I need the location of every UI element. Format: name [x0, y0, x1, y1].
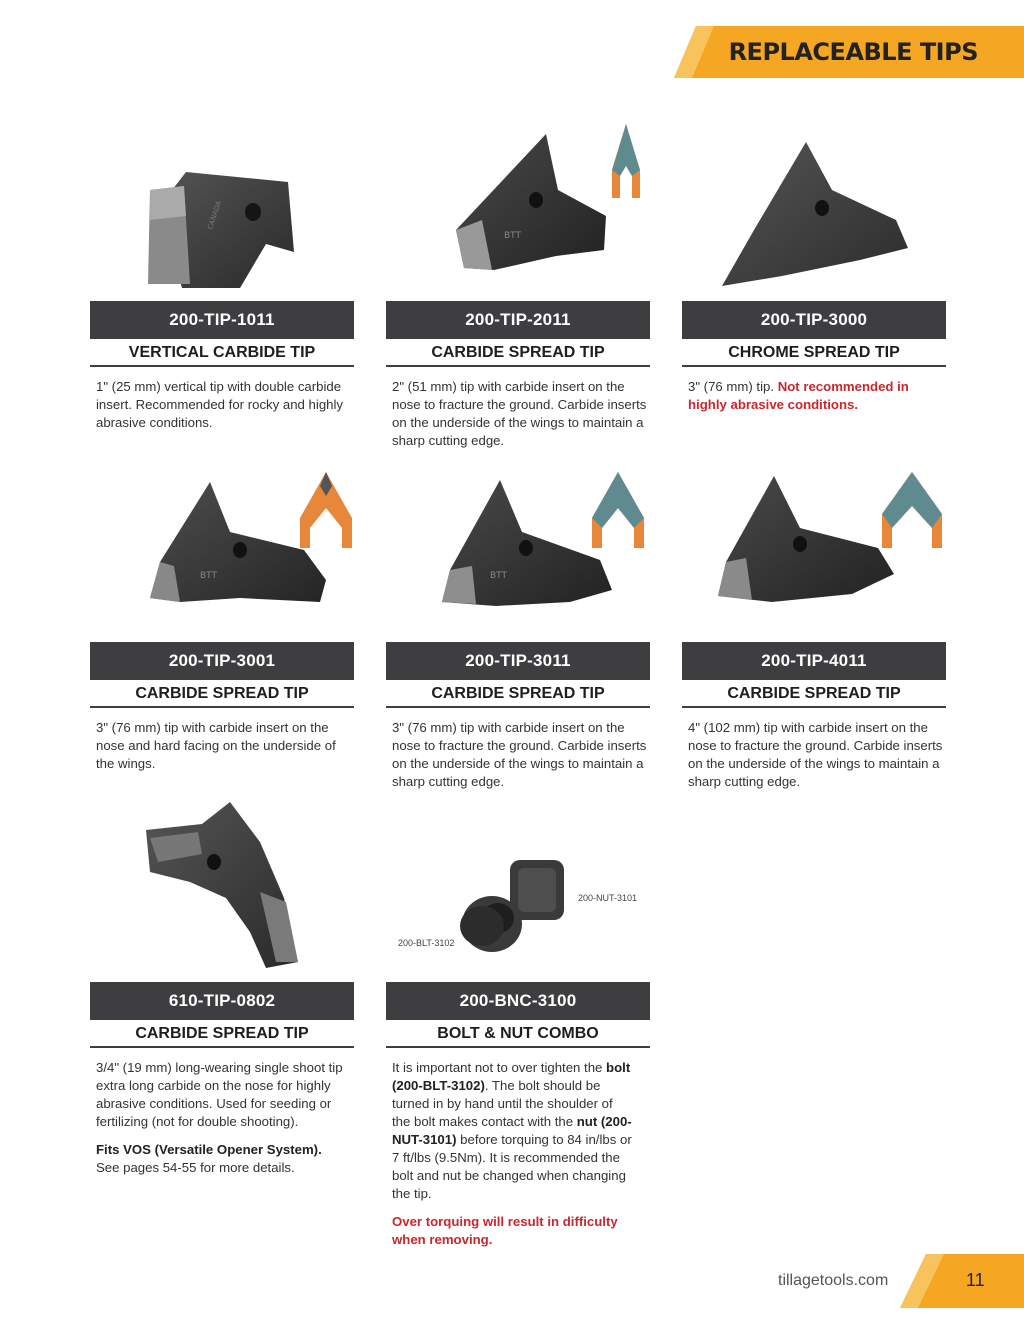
- product-code: 200-TIP-1011: [90, 301, 354, 339]
- svg-text:BTT: BTT: [490, 571, 508, 581]
- product-code: 200-TIP-2011: [386, 301, 650, 339]
- page-number: 11: [966, 1270, 985, 1290]
- see-pages-note: See pages 54-55 for more details.: [96, 1160, 295, 1175]
- product-image: [386, 462, 650, 642]
- product-description: 3" (76 mm) tip with carbide insert on the nose and hard facing on the underside of the wings.: [96, 720, 336, 771]
- product-description: 3" (76 mm) tip with carbide insert on the nose to fracture the ground. Carbide inserts on the underside of the wings to maintain a sharp cutting edge.: [392, 720, 647, 789]
- product-image: [682, 462, 946, 642]
- description-text: 3" (76 mm) tip.: [688, 379, 775, 394]
- product-name: BOLT & NUT COMBO: [386, 1020, 650, 1048]
- product-description: 1" (25 mm) vertical tip with double carbide insert. Recommended for rocky and highly abrasive conditions.: [96, 379, 344, 430]
- warning-text: Over torquing will result in difficulty when removing.: [392, 1214, 618, 1247]
- page-number-tab: [900, 1254, 1024, 1308]
- product-image: [682, 120, 946, 300]
- product-name: CARBIDE SPREAD TIP: [682, 680, 946, 708]
- product-image: [90, 120, 354, 300]
- product-name: VERTICAL CARBIDE TIP: [90, 339, 354, 367]
- nut-part-label: 200-NUT-3101: [578, 893, 638, 903]
- svg-text:BTT: BTT: [200, 571, 218, 581]
- svg-text:CANADA: CANADA: [206, 199, 224, 231]
- bolt-part-label: 200-BLT-3102: [398, 938, 455, 948]
- product-image: [90, 462, 354, 642]
- product-name: CARBIDE SPREAD TIP: [386, 339, 650, 367]
- product-image: [90, 802, 354, 982]
- description-text: It is important not to over tighten the bolt (200-BLT-3102). The bolt should be turned in by hand until the shoulder of the bolt makes contact with the nut (200-NUT-3101) before torquing to 84 in/lbs or 7 ft/lbs (9.5Nm). It is recommended the bolt and nut be changed when changing the tip.: [392, 1060, 632, 1201]
- warning-text: Not recommended in highly abrasive conditions.: [688, 379, 909, 412]
- tip-profile-icon: [590, 470, 646, 550]
- product-description: 2" (51 mm) tip with carbide insert on the nose to fracture the ground. Carbide inserts on the underside of the wings to maintain a sharp cutting edge.: [392, 379, 647, 448]
- svg-text:BTT: BTT: [504, 231, 522, 241]
- product-name: CHROME SPREAD TIP: [682, 339, 946, 367]
- footer-url[interactable]: tillagetools.com: [778, 1272, 889, 1289]
- product-code: 200-TIP-4011: [682, 642, 946, 680]
- product-code: 200-TIP-3000: [682, 301, 946, 339]
- tip-profile-icon: [610, 120, 642, 200]
- tip-profile-icon: [880, 470, 944, 550]
- product-name: CARBIDE SPREAD TIP: [90, 680, 354, 708]
- page-title: REPLACEABLE TIPS: [728, 38, 978, 66]
- product-description: 4" (102 mm) tip with carbide insert on the nose to fracture the ground. Carbide inserts on the underside of the wings to maintain a sharp cutting edge.: [688, 720, 943, 789]
- product-description: [96, 1059, 352, 1177]
- product-code: 610-TIP-0802: [90, 982, 354, 1020]
- product-image: [386, 802, 650, 982]
- product-name: CARBIDE SPREAD TIP: [386, 680, 650, 708]
- description-text: 3/4" (19 mm) long-wearing single shoot tip extra long carbide on the nose for highly abrasive conditions. Used for seeding or fertilizing (not for double shooting).: [96, 1060, 343, 1129]
- product-code: 200-TIP-3001: [90, 642, 354, 680]
- tip-profile-icon: [298, 470, 354, 550]
- product-description: [392, 1059, 632, 1249]
- product-code: 200-TIP-3011: [386, 642, 650, 680]
- product-code: 200-BNC-3100: [386, 982, 650, 1020]
- product-image: [386, 120, 650, 300]
- header-banner: [674, 26, 1024, 78]
- product-description: [688, 378, 944, 414]
- product-name: CARBIDE SPREAD TIP: [90, 1020, 354, 1048]
- fits-note: Fits VOS (Versatile Opener System).: [96, 1142, 322, 1157]
